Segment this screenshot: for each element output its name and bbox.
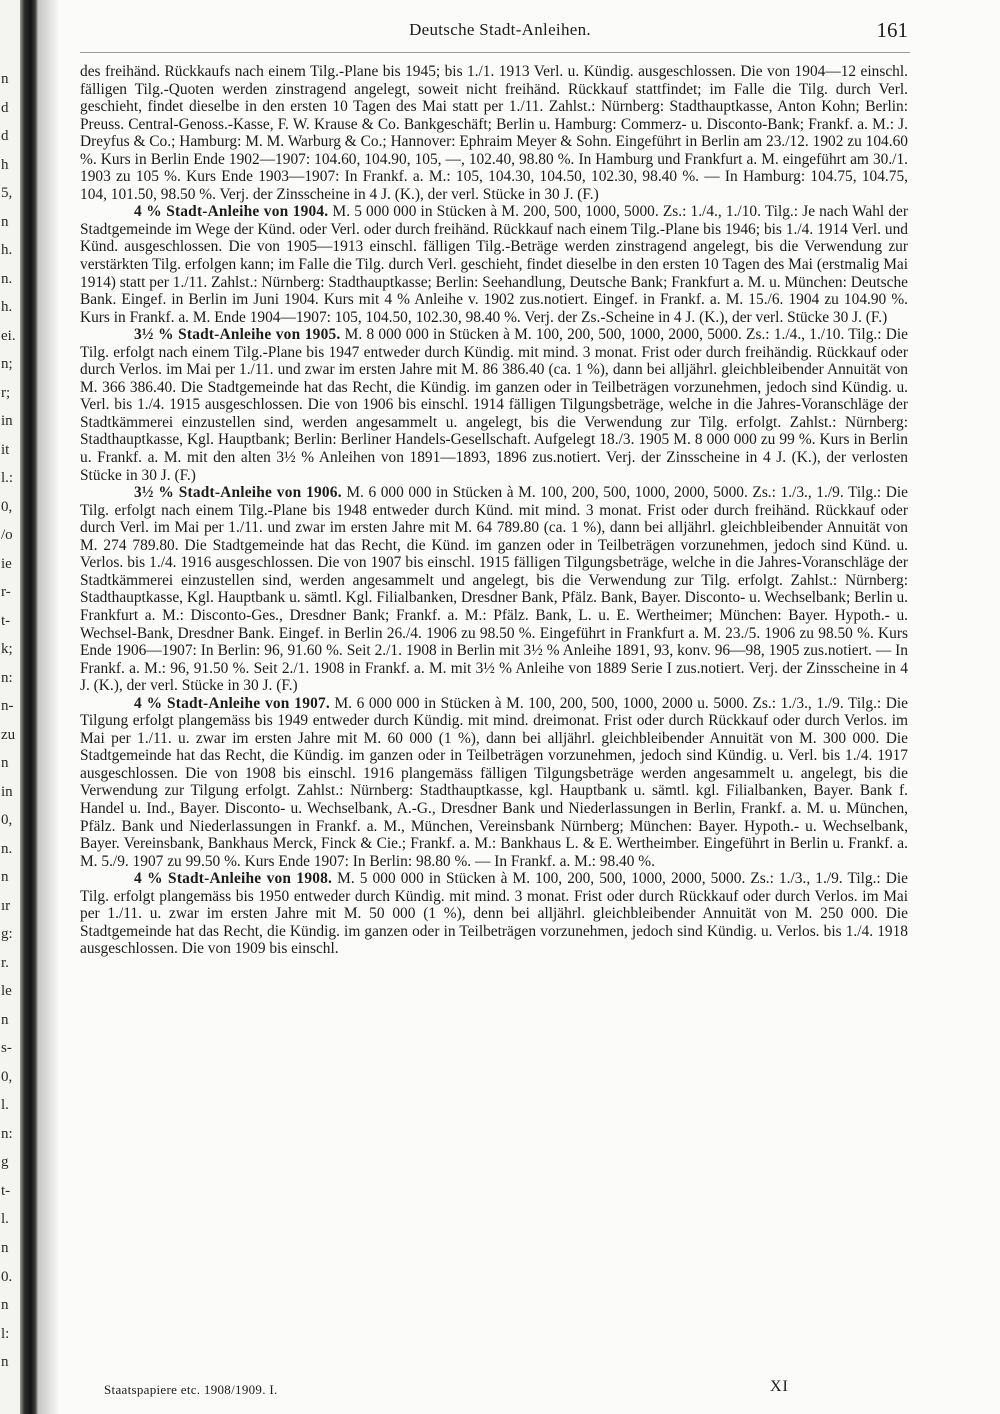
- margin-fragment: in: [1, 413, 13, 430]
- margin-fragment: d: [1, 99, 9, 116]
- margin-fragment: 0,: [1, 498, 13, 515]
- margin-fragment: ie: [1, 555, 12, 572]
- margin-fragment: 0,: [1, 1068, 13, 1085]
- margin-fragment: l:: [1, 1325, 10, 1342]
- entry-1904: [80, 203, 908, 326]
- margin-fragment: 0.: [1, 1268, 13, 1285]
- margin-fragment: l.:: [1, 470, 14, 487]
- margin-fragment: g: [1, 1154, 9, 1171]
- margin-fragment: h: [1, 156, 9, 173]
- margin-fragment: ei.: [1, 327, 16, 344]
- margin-fragment: g:: [1, 926, 13, 943]
- entry-heading: 3½ % Stadt-Anleihe von 1906.: [134, 484, 342, 502]
- margin-fragment: l.: [1, 1097, 9, 1114]
- margin-fragment: in: [1, 783, 13, 800]
- margin-fragment: it: [1, 441, 10, 458]
- margin-fragment: n.: [1, 270, 13, 287]
- entry-body: M. 6 000 000 in Stücken à M. 100, 200, 500, 1000, 2000, 5000. Zs.: 1./3., 1./9. Tilg.: Die Tilg. erfolgt nach einem Tilg.-Plane bis 1948 entweder durch Künd. mit mind. 3 monat. Frist oder durch freihänd. Rückkauf oder durch Verl. im Mai per 1./11. und zwar im ersten Jahre mit M. 64 789.80 (ca. 1 %), dann bei alljährl. gleichbleibender Annuität von M. 274 789.80. Die Stadtgemeinde hat das Recht, die Künd. im ganzen oder in Teilbeträgen vorzunehmen, jedoch sind Künd. u. Verlos. bis 1./4. 1916 ausgeschlossen. Die von 1907 bis einschl. 1915 fälligen Tilgungsbeträge, welche in die Jahres-Voranschläge der Stadtkämmerei einzustellen sind, werden angesammelt und angelegt, bis die Verwendung zur Tilg. erfolgt. Zahlst.: Nürnberg: Stadthauptkasse, Kgl. Hauptbank u. sämtl. Kgl. Filialbanken, Dresdner Bank, Pfälz. Bank, Bayer. Disconto- u. Wechselbank; Berlin u. Frankfurt a. M.: Disconto-Ges., Dresdner Bank; Frankf. a. M.: Pfälz. Bank, L. u. E. Wertheimer; München: Bayer. Hypoth.- u. Wechsel-Bank, Dresdner Bank. Eingef. in Berlin 26./4. 1906 zu 98.50 %. Eingeführt in Frankfurt a. M. 23./5. 1906 zu 98.50 %. Kurs Ende 1906—1907: In Berlin: 96, 91.60 %. Seit 2./1. 1908 in Berlin mit 3½ % Anleihe 1891, 93, konv. 96—98, 1905 zus.notiert. — In Frankf. a. M.: 96, 91.50 %. Seit 2./1. 1908 in Frankf. a. M. mit 3½ % Anleihe von 1889 Serie I zus.notiert. Verj. der Zinsscheine in 4 J. (K.), der verl. Stücke in 30 J. (F.): [80, 484, 908, 695]
- intro-paragraph: des freihänd. Rückkaufs nach einem Tilg.-Plane bis 1945; bis 1./1. 1913 Verl. u. Kündig. ausgeschlossen. Die von 1904—12 einschl. fälligen Tilg.-Quoten werden zinstragend angelegt, soweit nicht freihänd. Rückkauf stattfindet; im Falle die Tilg. durch Verl. geschieht, findet dieselbe in den ersten 10 Tagen des Mai statt per 1./11. Zahlst.: Nürnberg: Stadthauptkasse, Anton Kohn; Berlin: Preuss. Central-Genoss.-Kasse, F. W. Krause & Co. Bankgeschäft; Berlin u. Hamburg: Commerz- u. Disconto-Bank; Frankf. a. M.: J. Dreyfus & Co.; Hamburg: M. M. Warburg & Co.; Hannover: Ephraim Meyer & Sohn. Eingeführt in Berlin am 23./12. 1902 zu 104.60 %. Kurs in Berlin Ende 1902—1907: 104.60, 104.90, 105, —, 102.40, 98.80 %. In Hamburg und Frankfurt a. M. eingeführt am 30./1. 1903 zu 105 %. Kurs Ende 1903—1907: In Frankf. a. M.: 105, 104.30, 104.50, 102.30, 98.40 %. — In Hamburg: 104.75, 104.75, 104, 101.50, 98.50 %. Verj. der Zinsscheine in 4 J. (K.), der verl. Stücke in 30 J. (F.): [80, 63, 908, 203]
- entry-body: M. 5 000 000 in Stücken à M. 200, 500, 1000, 5000. Zs.: 1./4., 1./10. Tilg.: Je nach Wahl der Stadtgemeinde im Wege der Künd. oder Verl. oder durch freihänd. Rückkauf nach einem Tilg.-Plane bis 1946; bis 1./4. 1914 Verl. und Künd. ausgeschlossen. Die von 1905—1913 einschl. fälligen Tilg.-Beträge werden zinstragend angelegt, bis die Verwendung zur verstärkten Tilg. erfolgen kann; im Falle die Tilg. durch Verl. geschieht, findet dieselbe in den ersten 10 Tagen des Mai (erstmalig Mai 1914) statt per 1./11. Zahlst.: Nürnberg: Stadthauptkasse; Berlin: Seehandlung, Deutsche Bank; Frankfurt a. M. u. München: Deutsche Bank. Eingef. in Berlin im Juni 1904. Kurs mit 4 % Anleihe v. 1902 zus.notiert. Eingef. in Frankf. a. M. 15./6. 1904 zu 104.90 %. Kurs in Frankf. a. M. Ende 1904—1907: 105, 104.50, 102.30, 98.40 %. Verj. der Zs.-Scheine in 4 J. (K.), der verl. Stücke 30 J. (F.): [80, 203, 909, 326]
- margin-fragment: r;: [1, 384, 11, 401]
- margin-fragment: n:: [1, 1125, 13, 1142]
- running-title: Deutsche Stadt-Anleihen.: [409, 20, 591, 39]
- margin-fragment: n: [1, 1297, 9, 1314]
- margin-fragment: n;: [1, 356, 13, 373]
- margin-fragment: s-: [1, 1040, 12, 1057]
- margin-fragment: t-: [1, 612, 11, 629]
- margin-fragment: n.: [1, 840, 13, 857]
- margin-fragment: n: [1, 1239, 9, 1256]
- margin-fragment: n: [1, 71, 9, 87]
- margin-fragment: zu: [1, 726, 16, 743]
- margin-fragment: n-: [1, 698, 14, 715]
- page-number: 161: [876, 18, 908, 42]
- margin-fragment: r.: [1, 954, 9, 971]
- entry-heading: 4 % Stadt-Anleihe von 1904.: [134, 203, 329, 221]
- entry-body: M. 8 000 000 in Stücken à M. 100, 200, 500, 1000, 2000, 5000. Zs.: 1./4., 1./10. Tilg.: Die Tilg. erfolgt nach einem Tilg.-Plane bis 1947 entweder durch Kündig. mit mind. 3 monat. Frist oder durch freihändig. Rückkauf oder durch Verlos. im Mai per 1./11. und zwar im ersten Jahre mit M. 86 386.40 (ca. 1 %), dann bei alljährl. gleichbleibender Annuität von M. 366 386.40. Die Stadtgemeinde hat das Recht, die Kündig. im ganzen oder in Teilbeträgen vorzunehmen, jedoch sind Kündig. u. Verl. bis 1./4. 1915 ausgeschlossen. Die von 1906 bis einschl. 1914 fälligen Tilgungsbeträge, welche in die Jahres-Voranschläge der Stadtkämmerei einzustellen sind, werden angesammelt u. angelegt, bis die Verwendung zur Tilg. erfolgt. Zahlst.: Nürnberg: Stadthauptkasse, Kgl. Hauptbank; Berlin: Berliner Handels-Gesellschaft. Aufgelegt 18./3. 1905 M. 8 000 000 zu 99 %. Kurs in Berlin u. Frankf. a. M. mit den alten 3½ % Anleihen von 1891—1893, 1896 zus.notiert. Verj. der Zinsscheine in 4 J. (K.), der verlosten Stücke in 30 J. (F.): [80, 326, 908, 484]
- margin-fragment: ır: [1, 897, 11, 914]
- margin-fragment: n: [1, 213, 9, 230]
- footer-sheet-mark: XI: [770, 1378, 789, 1395]
- entry-1907: [80, 695, 908, 870]
- entry-1906: [80, 484, 908, 695]
- entry-1908: [80, 870, 908, 958]
- margin-fragment: k;: [1, 641, 13, 658]
- margin-fragment: le: [1, 983, 12, 1000]
- body-text: [80, 63, 908, 958]
- margin-fragment: 0,: [1, 812, 13, 829]
- header-rule: [80, 52, 910, 53]
- margin-fragment: l.: [1, 1211, 9, 1228]
- margin-fragment: n:: [1, 669, 13, 686]
- spine-shadow: [38, 0, 60, 1414]
- entry-heading: 3½ % Stadt-Anleihe von 1905.: [134, 326, 341, 344]
- margin-fragment: /o: [1, 527, 13, 544]
- entry-heading: 4 % Stadt-Anleihe von 1907.: [134, 694, 330, 712]
- book-spine: [20, 0, 38, 1414]
- margin-fragment: n: [1, 869, 9, 886]
- margin-fragment: 5,: [1, 185, 13, 202]
- entry-1905: [80, 326, 908, 484]
- entry-body: M. 6 000 000 in Stücken à M. 100, 200, 500, 1000, 2000 u. 5000. Zs.: 1./3., 1./9. Tilg.: Die Tilgung erfolgt plangemäss bis 1949 entweder durch Kündig. mit mind. dreimonat. Frist oder durch Rückkauf oder durch Verlos. im Mai per 1./11. u. zwar im ersten Jahre mit M. 60 000 (1 %), dann bei alljährl. gleichbleibender Annuität von M. 300 000. Die Stadtgemeinde hat das Recht, die Kündig. im ganzen oder in Teilbeträgen vorzunehmen, jedoch sind Kündig. u. Verl. bis 1./4. 1917 ausgeschlossen. Die von 1908 bis einschl. 1916 plangemäss fälligen Tilgungsbeträge werden angesammelt u. angelegt, bis die Verwendung zur Tilgung erfolgt. Zahlst.: Nürnberg: Stadthauptkasse, kgl. Hauptbank u. sämtl. kgl. Filialbanken, Bayer. Bank f. Handel u. Ind., Bayer. Disconto- u. Wechselbank, A.-G., Dresdner Bank und Niederlassungen in Berlin, Frankf. a. M. u. München, Pfälz. Bank und Niederlassungen in Frankf. a. M., München, Vereinsbank Nürnberg; München: Bayer. Hypoth.- u. Wechselbank, Bayer. Vereinsbank, Bankhaus Merck, Finck & Cie.; Frankf. a. M.: Bankhaus L. & E. Wertheimber. Eingeführt in Berlin u. Frankf. a. M. 5./9. 1907 zu 99.50 %. Kurs Ende 1907: In Berlin: 98.80 %. — In Frankf. a. M.: 98.40 %.: [80, 694, 908, 870]
- margin-fragment: n: [1, 1354, 9, 1371]
- margin-fragment: d: [1, 128, 9, 145]
- footer-signature: Staatspapiere etc. 1908/1909. I.: [104, 1382, 278, 1397]
- previous-page-edge: [0, 0, 20, 1414]
- margin-fragment: h.: [1, 242, 13, 259]
- entry-body: M. 5 000 000 in Stücken à M. 100, 200, 500, 1000, 2000, 5000. Zs.: 1./3., 1./9. Tilg.: Die Tilg. erfolgt plangemäss bis 1950 entweder durch Kündig. mit mind. 3 monat. Frist oder durch Rückkauf oder durch Verlos. im Mai per 1./11. u. zwar im ersten Jahre mit M. 50 000 (1 %), denn bei alljährl. gleichbleibender Annuität von M. 250 000. Die Stadtgemeinde hat das Recht, die Kündig. im ganzen oder in Teilbeträgen vorzunehmen, jedoch sind Kündig. u. Verlos. bis 1./4. 1918 ausgeschlossen. Die von 1909 bis einschl.: [80, 870, 908, 958]
- margin-fragment: n: [1, 755, 9, 772]
- margin-fragment: n: [1, 1011, 9, 1028]
- margin-fragment: h.: [1, 299, 13, 316]
- margin-fragment: t-: [1, 1182, 11, 1199]
- margin-fragment: r-: [1, 584, 11, 601]
- entry-heading: 4 % Stadt-Anleihe von 1908.: [134, 870, 333, 888]
